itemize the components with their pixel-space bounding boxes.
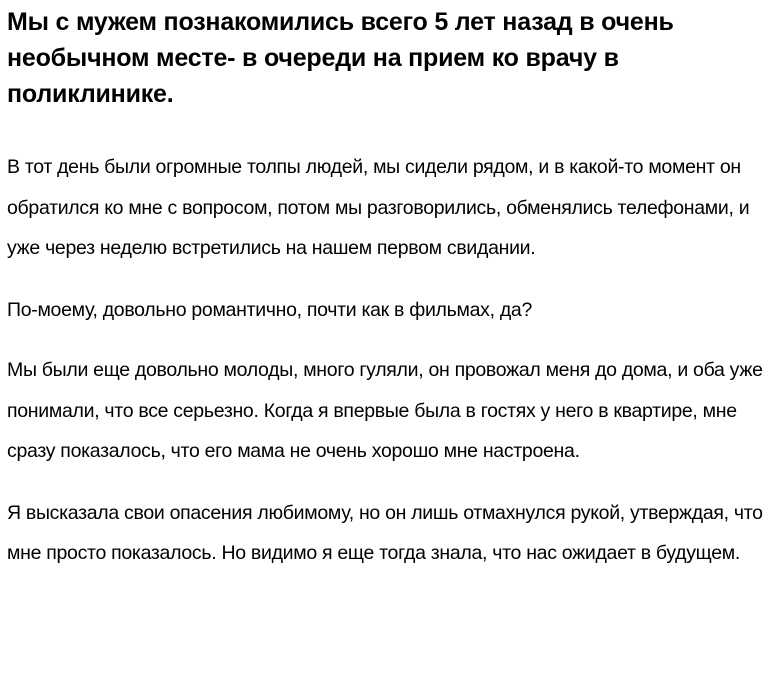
article-paragraph: По-моему, довольно романтично, почти как в фильмах, да? xyxy=(7,298,532,321)
article-title: Мы с мужем познакомились всего 5 лет назад в очень необычном месте- в очереди на прием ко врачу в поликлинике. xyxy=(7,8,674,108)
article-paragraph: Я высказала свои опасения любимому, но он лишь отмахнулся рукой, утверждая, что мне просто показалось. Но видимо я еще тогда знала, что нас ожидает в будущем. xyxy=(7,501,763,564)
article-paragraph: Мы были еще довольно молоды, много гуляли, он провожал меня до дома, и оба уже понимали, что все серьезно. Когда я впервые была в гостях у него в квартире, мне сразу показалось, что его мама не очень хорошо мне настроена. xyxy=(7,359,763,462)
article-paragraph: В тот день были огромные толпы людей, мы сидели рядом, и в какой-то момент он обратился ко мне с вопросом, потом мы разговорились, обменялись телефонами, и уже через неделю встретились на нашем первом свидании. xyxy=(7,156,750,259)
article-body xyxy=(7,0,769,574)
